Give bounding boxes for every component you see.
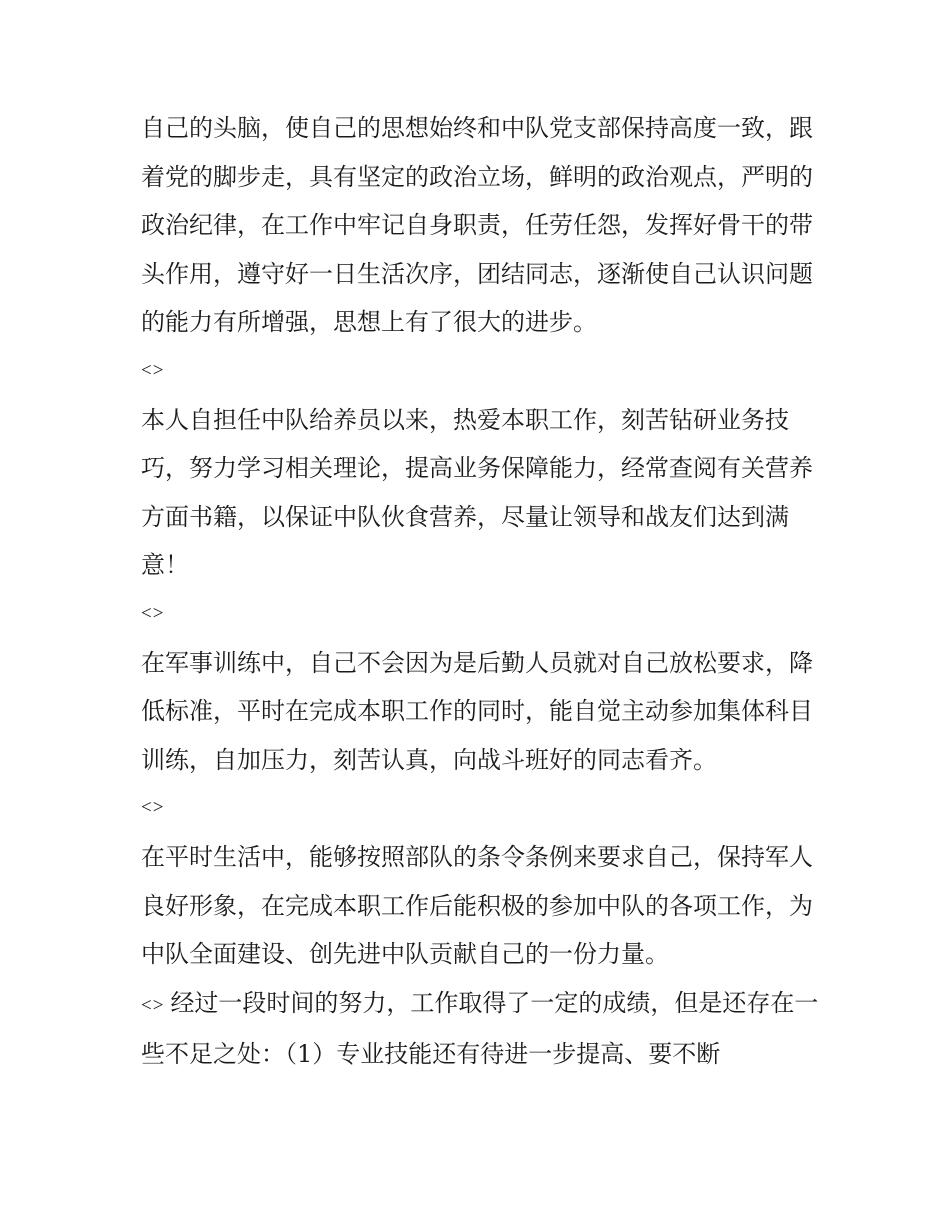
- paragraph-military-training: 在军事训练中，自己不会因为是后勤人员就对自己放松要求，降低标准，平时在完成本职工作的同时，能自觉主动参加集体科目训练，自加压力，刻苦认真，向战斗班好的同志看齐。: [141, 648, 813, 774]
- section-separator: <>: [141, 359, 165, 381]
- document-body: [141, 104, 821, 1079]
- paragraph-daily-life: 在平时生活中，能够按照部队的条令条例来要求自己，保持军人良好形象，在完成本职工作后能积极的参加中队的各项工作，为中队全面建设、创先进中队贡献自己的一份力量。: [141, 842, 813, 969]
- paragraph-job-duties: 本人自担任中队给养员以来，热爱本职工作，刻苦钻研业务技巧，努力学习相关理论，提高业务保障能力，经常查阅有关营养方面书籍，以保证中队伙食营养，尽量让领导和战友们达到满意！: [141, 405, 813, 580]
- paragraph-shortcomings: [141, 979, 821, 1079]
- paragraph-shortcomings-text: 经过一段时间的努力，工作取得了一定的成绩，但是还存在一些不足之处：（1）专业技能还有待进一步提高、要不断: [141, 988, 819, 1069]
- section-separator: <>: [141, 797, 165, 819]
- section-separator: <>: [141, 994, 165, 1016]
- paragraph-political-thought: 自己的头脑，使自己的思想始终和中队党支部保持高度一致，跟着党的脚步走，具有坚定的政治立场，鲜明的政治观点，严明的政治纪律，在工作中牢记自身职责，任劳任怨，发挥好骨干的带头作用，遵守好一日生活次序，团结同志，逐渐使自己认识问题的能力有所增强，思想上有了很大的进步。: [141, 114, 813, 337]
- section-separator: <>: [141, 602, 165, 624]
